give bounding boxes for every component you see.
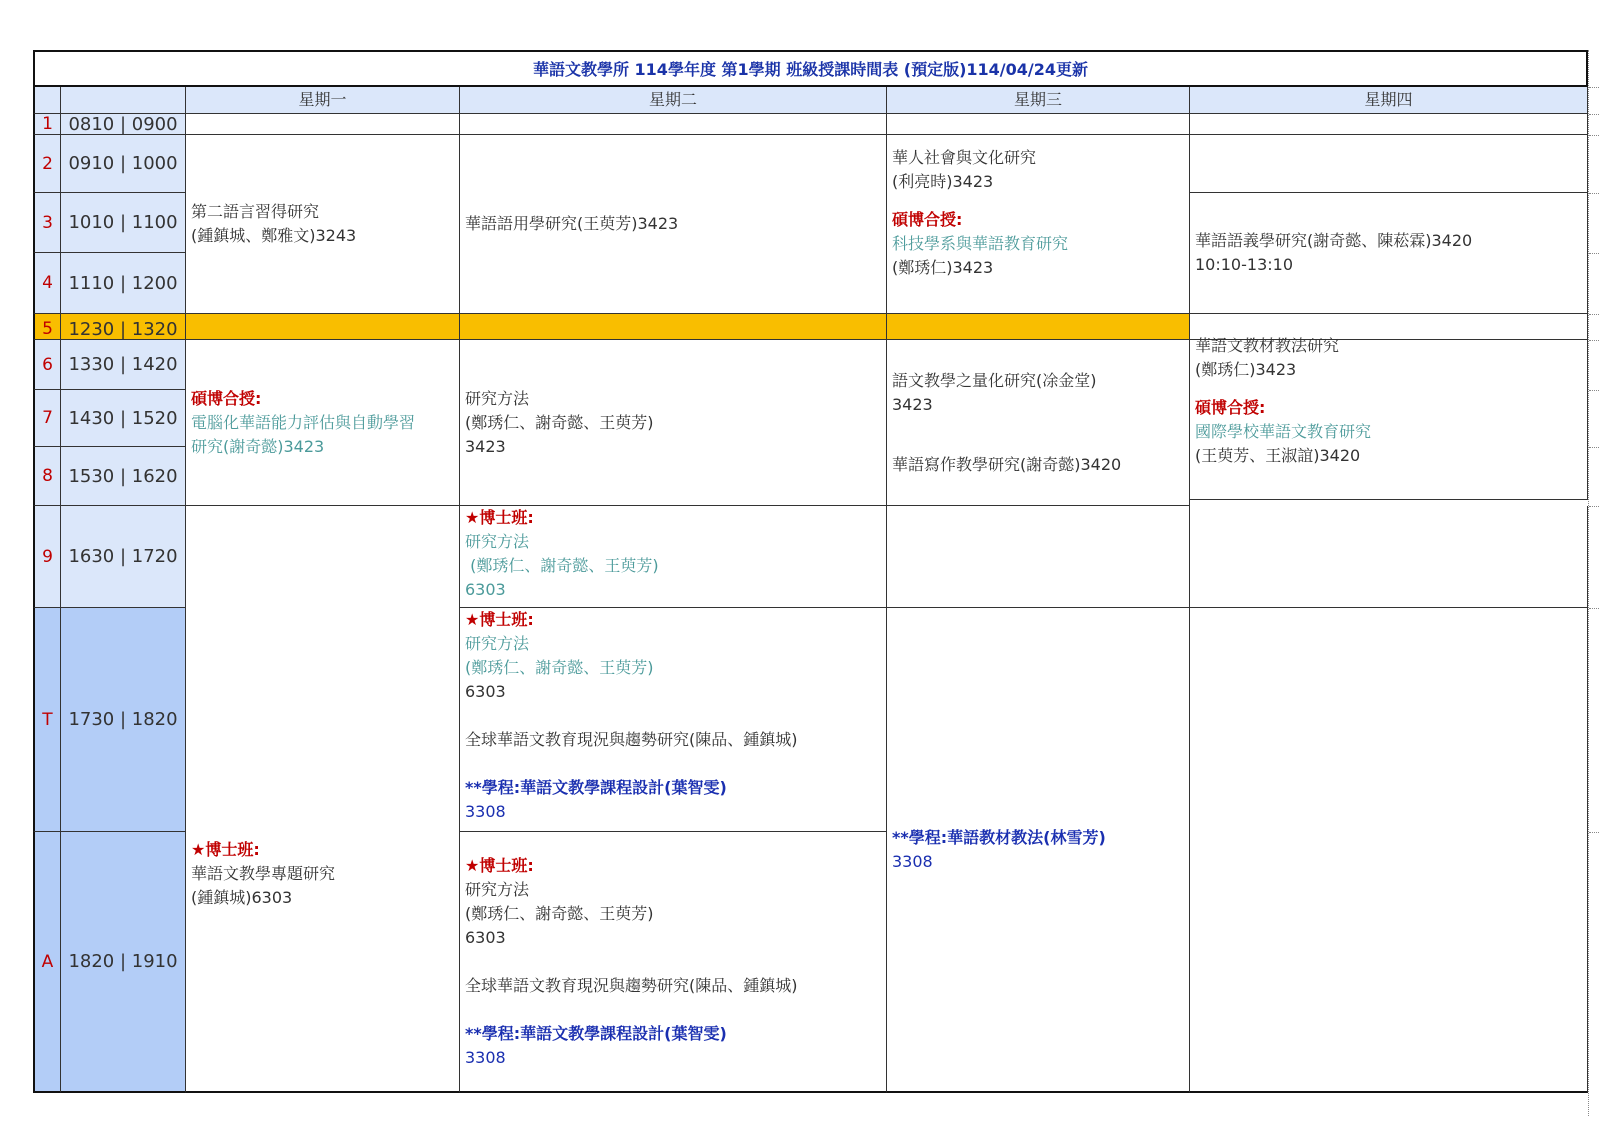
wed-evening-course: [887, 608, 1190, 1093]
phd-tag: ★博士班:: [465, 855, 534, 875]
header-day-tue: 星期二: [460, 87, 887, 114]
course-name: 國際學校華語文教育研究: [1195, 422, 1372, 441]
period-time: 0810 | 0900: [61, 114, 186, 135]
course-room: 3308: [465, 1047, 506, 1067]
joint-course-tag: 碩博合授:: [191, 388, 262, 408]
mon-lunch: [186, 314, 460, 340]
course-room: 3423: [892, 394, 933, 414]
course-time-note: 10:10-13:10: [1195, 255, 1293, 274]
period-no: 6: [33, 340, 61, 390]
period-time: 1330 | 1420: [61, 340, 186, 390]
course-name: 研究方法: [465, 388, 530, 408]
tue-lunch: [460, 314, 887, 340]
mon-evening-course: [186, 506, 460, 1093]
course-name: 華語語用學研究(王萸芳)3423: [465, 214, 679, 233]
period-time: 1730 | 1820: [61, 608, 186, 832]
wed-afternoon-courses: [887, 340, 1190, 506]
period-time: 1430 | 1520: [61, 390, 186, 447]
period-time: 0910 | 1000: [61, 135, 186, 193]
course-room: 6303: [465, 927, 506, 947]
period-no: 2: [33, 135, 61, 193]
tue-morning-course: [460, 135, 887, 314]
course-teachers: (鄭琇仁、謝奇懿、王萸芳): [465, 658, 654, 677]
period-no: 9: [33, 506, 61, 608]
phd-tag: ★博士班:: [191, 839, 260, 859]
tue-t-courses: [460, 608, 887, 832]
course-teachers: (鄭琇仁、謝奇懿、王萸芳): [465, 903, 654, 923]
course-teacher-room: (鍾鎮城、鄭雅文)3243: [191, 226, 357, 245]
tue-afternoon-course: [460, 340, 887, 506]
period-no: 8: [33, 447, 61, 506]
thu-morning-course: [1190, 193, 1588, 314]
course-room: 6303: [465, 682, 506, 701]
course-name: 第二語言習得研究: [191, 202, 320, 221]
course-teachers: (鄭琇仁、謝奇懿、王萸芳): [465, 556, 659, 575]
course-name: 華人社會與文化研究: [892, 148, 1037, 167]
course-name: 研究方法: [465, 532, 530, 551]
program-course: **學程:華語文教學課程設計(葉智雯): [465, 1023, 727, 1043]
thu-afternoon-courses: [1190, 334, 1588, 500]
course-teachers: (鄭琇仁、謝奇懿、王萸芳): [465, 412, 654, 432]
phd-tag: ★博士班:: [465, 610, 534, 629]
sheet-cutoff-edge: [1588, 50, 1600, 1116]
course-name: 華語寫作教學研究(謝奇懿)3420: [892, 454, 1122, 474]
wed-p9-empty: [887, 506, 1190, 608]
program-course: **學程:華語文教學課程設計(葉智雯): [465, 778, 727, 797]
period-no: 1: [33, 114, 61, 135]
wed-lunch: [887, 314, 1190, 340]
header-day-mon: 星期一: [186, 87, 460, 114]
course-name: 華語文教材教法研究: [1195, 336, 1340, 355]
course-teacher-room: (鄭琇仁)3423: [1195, 360, 1297, 379]
course-teacher-room: (利亮時)3423: [892, 172, 994, 191]
period-time: 1530 | 1620: [61, 447, 186, 506]
header-blank-no: [33, 87, 61, 114]
program-course: **學程:華語教材教法(林雪芳): [892, 827, 1106, 847]
period-time: 1010 | 1100: [61, 193, 186, 253]
course-name: 電腦化華語能力評估與自動學習: [191, 412, 416, 432]
joint-course-tag: 碩博合授:: [892, 210, 963, 229]
phd-tag: ★博士班:: [465, 508, 534, 527]
course-teacher-room: (鄭琇仁)3423: [892, 258, 994, 277]
header-day-wed: 星期三: [887, 87, 1190, 114]
period-time: 1630 | 1720: [61, 506, 186, 608]
period-no: 7: [33, 390, 61, 447]
mon-afternoon-course: [186, 340, 460, 506]
thu-p2-empty: [1190, 135, 1588, 193]
course-name: 全球華語文教育現況與趨勢研究(陳品、鍾鎮城): [465, 730, 798, 749]
course-name: 華語語義學研究(謝奇懿、陳菘霖)3420: [1195, 231, 1473, 250]
course-room: 3423: [465, 436, 506, 456]
course-name: 科技學系與華語教育研究: [892, 234, 1069, 253]
course-room: 3308: [892, 851, 933, 871]
tue-p1-empty: [460, 114, 887, 135]
course-teacher-room: (王萸芳、王淑誼)3420: [1195, 446, 1361, 465]
course-room: 3308: [465, 802, 506, 821]
period-no: A: [33, 832, 61, 1093]
course-name: 語文教學之量化研究(凃金堂): [892, 370, 1097, 390]
mon-morning-course: [186, 135, 460, 314]
tue-a-courses: [460, 832, 887, 1093]
tue-p9-course: [460, 506, 887, 608]
period-no: 5: [33, 314, 61, 340]
course-teacher-room: 研究(謝奇懿)3423: [191, 436, 325, 456]
joint-course-tag: 碩博合授:: [1195, 398, 1266, 417]
course-name: 研究方法: [465, 879, 530, 899]
period-no: T: [33, 608, 61, 832]
period-time: 1230 | 1320: [61, 314, 186, 340]
course-name: 全球華語文教育現況與趨勢研究(陳品、鍾鎮城): [465, 975, 798, 995]
course-teacher-room: (鍾鎮城)6303: [191, 887, 293, 907]
period-no: 3: [33, 193, 61, 253]
period-no: 4: [33, 253, 61, 314]
thu-evening-empty: [1190, 608, 1588, 1093]
course-name: 研究方法: [465, 634, 530, 653]
page-title: 華語文教學所 114學年度 第1學期 班級授課時間表 (預定版)114/04/24更新: [33, 50, 1588, 87]
thu-p9-empty: [1190, 506, 1588, 608]
course-room: 6303: [465, 580, 506, 599]
timetable: [33, 50, 1588, 1116]
wed-morning-courses: [887, 135, 1190, 314]
course-name: 華語文教學專題研究: [191, 863, 336, 883]
mon-p1-empty: [186, 114, 460, 135]
header-blank-time: [61, 87, 186, 114]
thu-p1-empty: [1190, 114, 1588, 135]
period-time: 1110 | 1200: [61, 253, 186, 314]
period-time: 1820 | 1910: [61, 832, 186, 1093]
wed-p1-empty: [887, 114, 1190, 135]
header-day-thu: 星期四: [1190, 87, 1588, 114]
